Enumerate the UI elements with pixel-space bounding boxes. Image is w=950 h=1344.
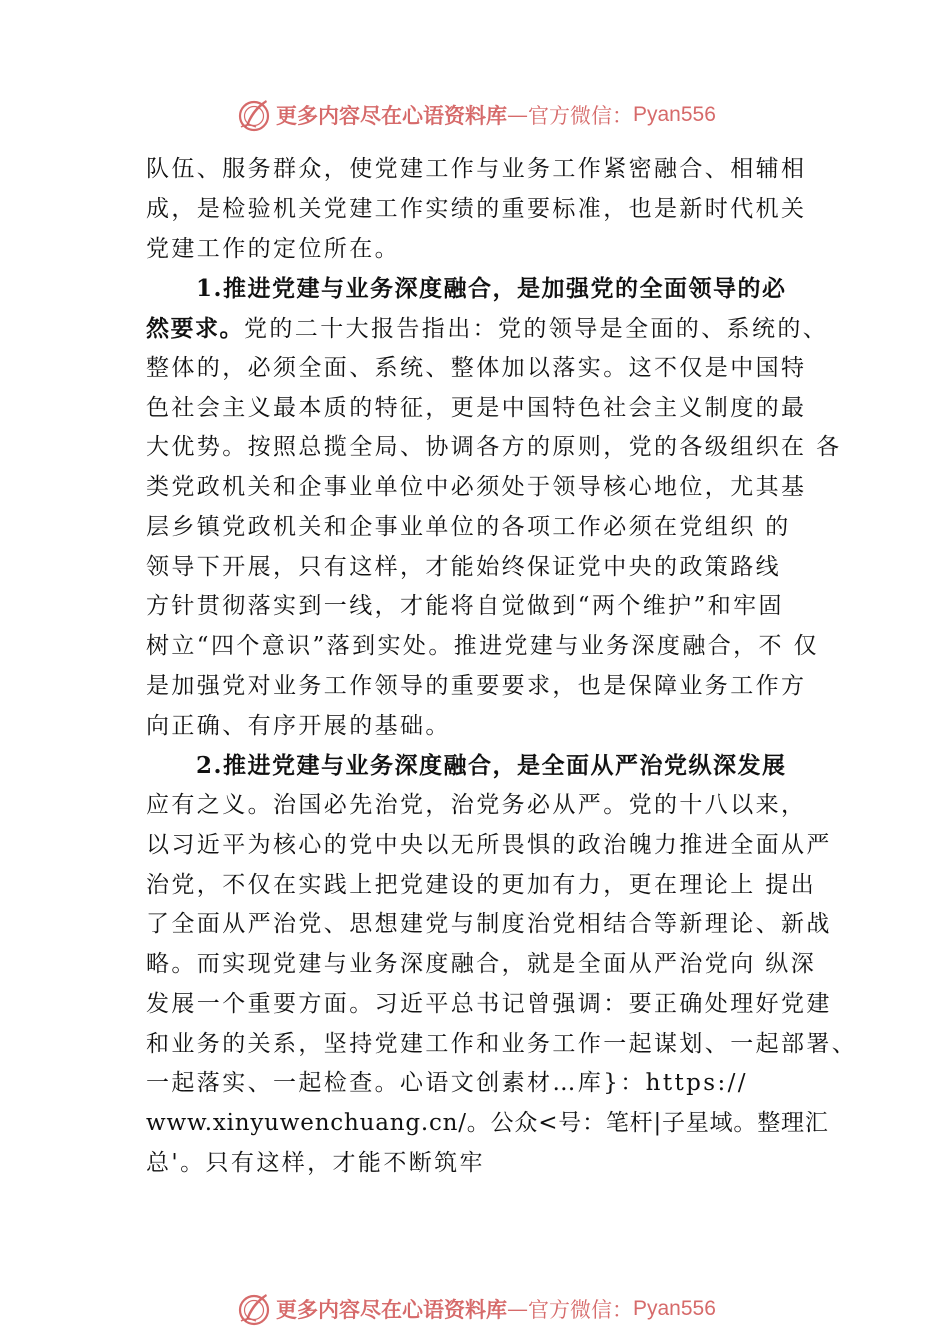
text-line: 树立“四个意识”落到实处。推进党建与业务深度融合，不 仅	[146, 633, 820, 659]
text-line: 领导下开展，只有这样，才能始终保证党中央的政策路线	[146, 553, 781, 580]
text-span: 党的二十大报告指出：党的领导是全面的、系统的、	[244, 316, 829, 342]
watermark-title: 更多内容尽在心语资料库	[276, 1297, 507, 1322]
text-line: 类党政机关和企事业单位中必须处于领导核心地位，尤其基	[146, 474, 807, 500]
watermark-wechat-label: 官方微信：	[528, 104, 633, 128]
section-2-heading: 2.推进党建与业务深度融合，是全面从严治党纵深发展	[196, 752, 787, 780]
text-line: 层乡镇党政机关和企事业单位的各项工作必须在党组织 的	[146, 513, 791, 540]
quill-seal-logo-icon	[236, 97, 272, 133]
text-line: 以习近平为核心的党中央以无所畏惧的政治魄力推进全面从严	[146, 831, 832, 858]
text-line: 发展一个重要方面。习近平总书记曾强调：要正确处理好党建	[146, 990, 832, 1017]
text-line: 队伍、服务群众，使党建工作与业务工作紧密融合、相辅相	[146, 156, 807, 182]
text-line: 大优势。按照总揽全局、协调各方的原则，党的各级组织在 各	[146, 434, 842, 461]
section-1-heading: 1.推进党建与业务深度融合，是加强党的全面领导的必	[196, 275, 787, 303]
quill-seal-logo-icon	[236, 1291, 272, 1327]
watermark-separator: —	[507, 103, 528, 127]
text-line: 整体的，必须全面、系统、整体加以落实。这不仅是中国特	[146, 354, 807, 381]
text-line	[146, 309, 866, 349]
text-line: 方针贯彻落实到一线，才能将自觉做到“两个维护”和牢固	[146, 593, 784, 620]
text-line: 略。而实现党建与业务深度融合，就是全面从严治党向 纵深	[146, 951, 817, 977]
text-line: www.xinyuwenchuang.cn/。公众<号：笔杆|子星域。整理汇	[146, 1110, 829, 1136]
text-line: 应有之义。治国必先治党，治党务必从严。党的十八以来，	[146, 792, 807, 818]
document-body	[146, 150, 866, 1184]
watermark-banner-top	[236, 95, 716, 135]
text-line: 是加强党对业务工作领导的重要要求，也是保障业务工作方	[146, 672, 807, 699]
watermark-wechat-id: Pyan556	[633, 1297, 716, 1320]
watermark-banner-bottom	[236, 1289, 716, 1329]
text-line: 一起落实、一起检查。心语文创素材…库}：https://	[146, 1070, 748, 1097]
section-1-heading-end: 然要求。	[146, 315, 244, 342]
watermark-title: 更多内容尽在心语资料库	[276, 103, 507, 128]
text-line: 色社会主义最本质的特征，更是中国特色社会主义制度的最	[146, 394, 807, 421]
text-line: 党建工作的定位所在。	[146, 235, 400, 262]
text-line: 向正确、有序开展的基础。	[146, 712, 451, 739]
text-line: 和业务的关系，坚持党建工作和业务工作一起谋划、一起部署、	[146, 1030, 858, 1057]
text-line: 总'。只有这样，才能不断筑牢	[146, 1149, 485, 1176]
watermark-separator: —	[507, 1297, 528, 1321]
watermark-wechat-label: 官方微信：	[528, 1298, 633, 1322]
watermark-wechat-id: Pyan556	[633, 103, 716, 126]
text-line: 了全面从严治党、思想建党与制度治党相结合等新理论、新战	[146, 911, 832, 938]
text-line: 治党，不仅在实践上把党建设的更加有力，更在理论上 提出	[146, 871, 817, 898]
text-line: 成，是检验机关党建工作实绩的重要标准，也是新时代机关	[146, 195, 807, 222]
